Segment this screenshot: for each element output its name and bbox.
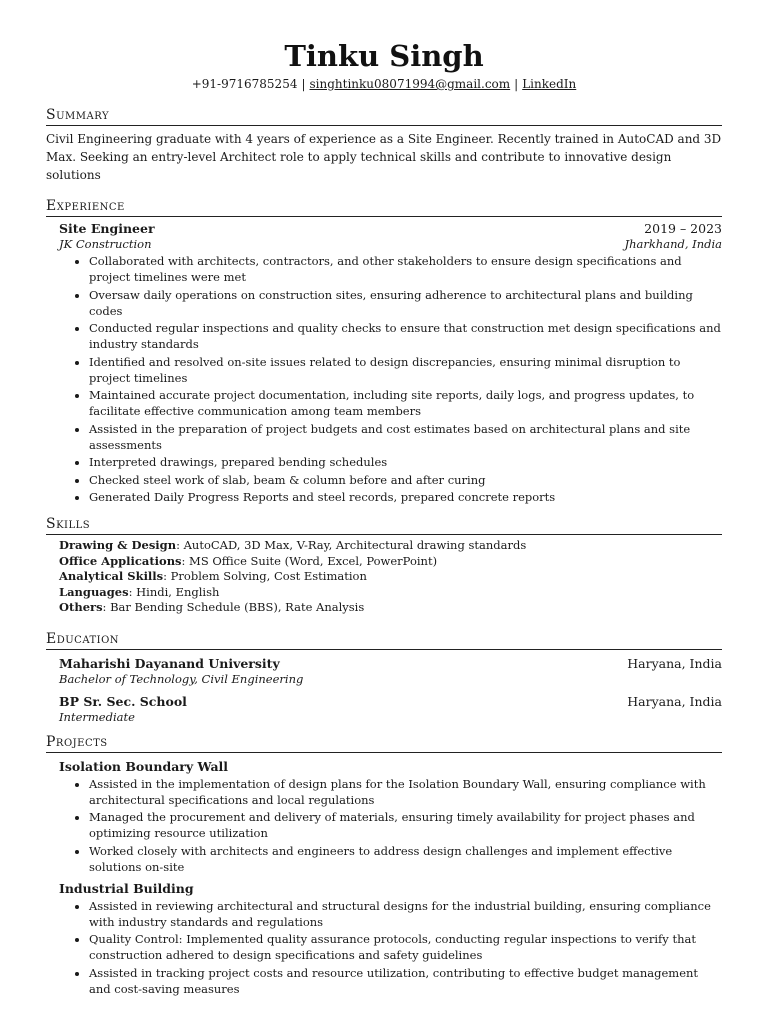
skills-list bbox=[46, 538, 722, 616]
degree-name: Intermediate bbox=[59, 709, 135, 724]
job-location: Jharkhand, India bbox=[624, 237, 722, 251]
experience-header-row bbox=[59, 220, 722, 237]
list-item: • Assisted in tracking project costs and resource utilization, contributing to effective budget management and cost-saving measures bbox=[89, 965, 722, 997]
company-name: JK Construction bbox=[59, 237, 152, 251]
skills-section bbox=[46, 515, 722, 616]
skill-value: : MS Office Suite (Word, Excel, PowerPoint) bbox=[181, 553, 438, 568]
experience-entry bbox=[46, 220, 722, 505]
skill-value: : Problem Solving, Cost Estimation bbox=[163, 569, 367, 584]
skill-label: Others bbox=[59, 600, 103, 615]
skill-label: Drawing & Design bbox=[59, 538, 177, 552]
experience-section bbox=[46, 197, 722, 505]
separator: | bbox=[514, 77, 519, 91]
list-item: • Conducted regular inspections and quality checks to ensure that construction met design specifications and industry standards bbox=[89, 320, 722, 352]
section-title-projects: Projects bbox=[46, 733, 722, 753]
list-item: • Managed the procurement and delivery of materials, ensuring timely availability for project phases and optimizing resource utilization bbox=[89, 809, 722, 841]
education-header-row bbox=[59, 693, 722, 710]
degree-name: Bachelor of Technology, Civil Engineering bbox=[59, 671, 304, 686]
skill-value: : AutoCAD, 3D Max, V-Ray, Architectural drawing standards bbox=[176, 538, 527, 552]
education-entry bbox=[46, 655, 722, 687]
skill-value: : Hindi, English bbox=[128, 584, 220, 599]
contact-line bbox=[46, 76, 722, 92]
education-header-row bbox=[59, 655, 722, 672]
school-location: Haryana, India bbox=[627, 693, 722, 709]
phone-number: +91-9716785254 bbox=[191, 77, 298, 91]
experience-bullets bbox=[59, 253, 722, 505]
education-entry bbox=[46, 693, 722, 725]
skill-row bbox=[59, 554, 722, 570]
section-title-skills: Skills bbox=[46, 515, 722, 535]
job-role: Site Engineer bbox=[59, 221, 155, 236]
project-title: Industrial Building bbox=[59, 880, 194, 896]
list-item: • Interpreted drawings, prepared bending schedules bbox=[89, 454, 722, 470]
candidate-name: Tinku Singh bbox=[284, 39, 484, 73]
project-entry bbox=[46, 758, 722, 875]
school-location: Haryana, India bbox=[627, 655, 722, 671]
skill-value: : Bar Bending Schedule (BBS), Rate Analysis bbox=[102, 600, 365, 615]
project-entry bbox=[46, 880, 722, 997]
list-item: • Worked closely with architects and engineers to address design challenges and implement effective solutions on-site bbox=[89, 843, 722, 875]
linkedin-link[interactable]: LinkedIn bbox=[522, 77, 577, 91]
project-bullets bbox=[59, 776, 722, 875]
school-name: Maharishi Dayanand University bbox=[59, 655, 280, 671]
email-link[interactable]: singhtinku08071994@gmail.com bbox=[309, 77, 511, 91]
summary-section bbox=[46, 106, 722, 184]
project-bullets bbox=[59, 898, 722, 997]
section-title-experience: Experience bbox=[46, 197, 722, 217]
list-item: • Identified and resolved on-site issues related to design discrepancies, ensuring minimal disruption to project timelines bbox=[89, 354, 722, 386]
list-item: • Oversaw daily operations on construction sites, ensuring adherence to architectural plans and building codes bbox=[89, 287, 722, 319]
separator: | bbox=[301, 77, 306, 91]
list-item: • Collaborated with architects, contractors, and other stakeholders to ensure design specifications and project timelines were met bbox=[89, 253, 722, 285]
skill-row bbox=[59, 585, 722, 601]
summary-text: Civil Engineering graduate with 4 years of experience as a Site Engineer. Recently trained in AutoCAD and 3D Max. Seeking an entry-level Architect role to apply technical skills and contribute to innovative design solutions bbox=[46, 132, 722, 182]
section-title-summary: Summary bbox=[46, 106, 722, 126]
education-section bbox=[46, 630, 722, 725]
experience-sub-row bbox=[59, 237, 722, 252]
job-dates: 2019 – 2023 bbox=[644, 221, 722, 236]
skill-row bbox=[59, 569, 722, 585]
skill-label: Analytical Skills bbox=[59, 569, 164, 584]
school-name: BP Sr. Sec. School bbox=[59, 693, 187, 709]
skill-label: Languages bbox=[59, 584, 129, 599]
resume-page bbox=[46, 38, 722, 998]
skill-row bbox=[59, 600, 722, 616]
skill-label: Office Applications bbox=[59, 553, 182, 568]
list-item: • Assisted in the preparation of project budgets and cost estimates based on architectural plans and site assessments bbox=[89, 421, 722, 453]
skill-row bbox=[59, 538, 722, 554]
projects-section bbox=[46, 733, 722, 997]
list-item: • Maintained accurate project documentation, including site reports, daily logs, and progress updates, to facilitate effective communication among team members bbox=[89, 387, 722, 419]
list-item: • Generated Daily Progress Reports and steel records, prepared concrete reports bbox=[89, 489, 722, 505]
list-item: • Quality Control: Implemented quality assurance protocols, conducting regular inspections to verify that construction adhered to design specifications and safety guidelines bbox=[89, 931, 722, 963]
section-title-education: Education bbox=[46, 630, 722, 650]
list-item: • Assisted in the implementation of design plans for the Isolation Boundary Wall, ensuring compliance with architectural specifications and local regulations bbox=[89, 776, 722, 808]
project-title: Isolation Boundary Wall bbox=[59, 758, 229, 774]
list-item: • Assisted in reviewing architectural and structural designs for the industrial building, ensuring compliance with industry standards and regulations bbox=[89, 898, 722, 930]
list-item: • Checked steel work of slab, beam & column before and after curing bbox=[89, 472, 722, 488]
